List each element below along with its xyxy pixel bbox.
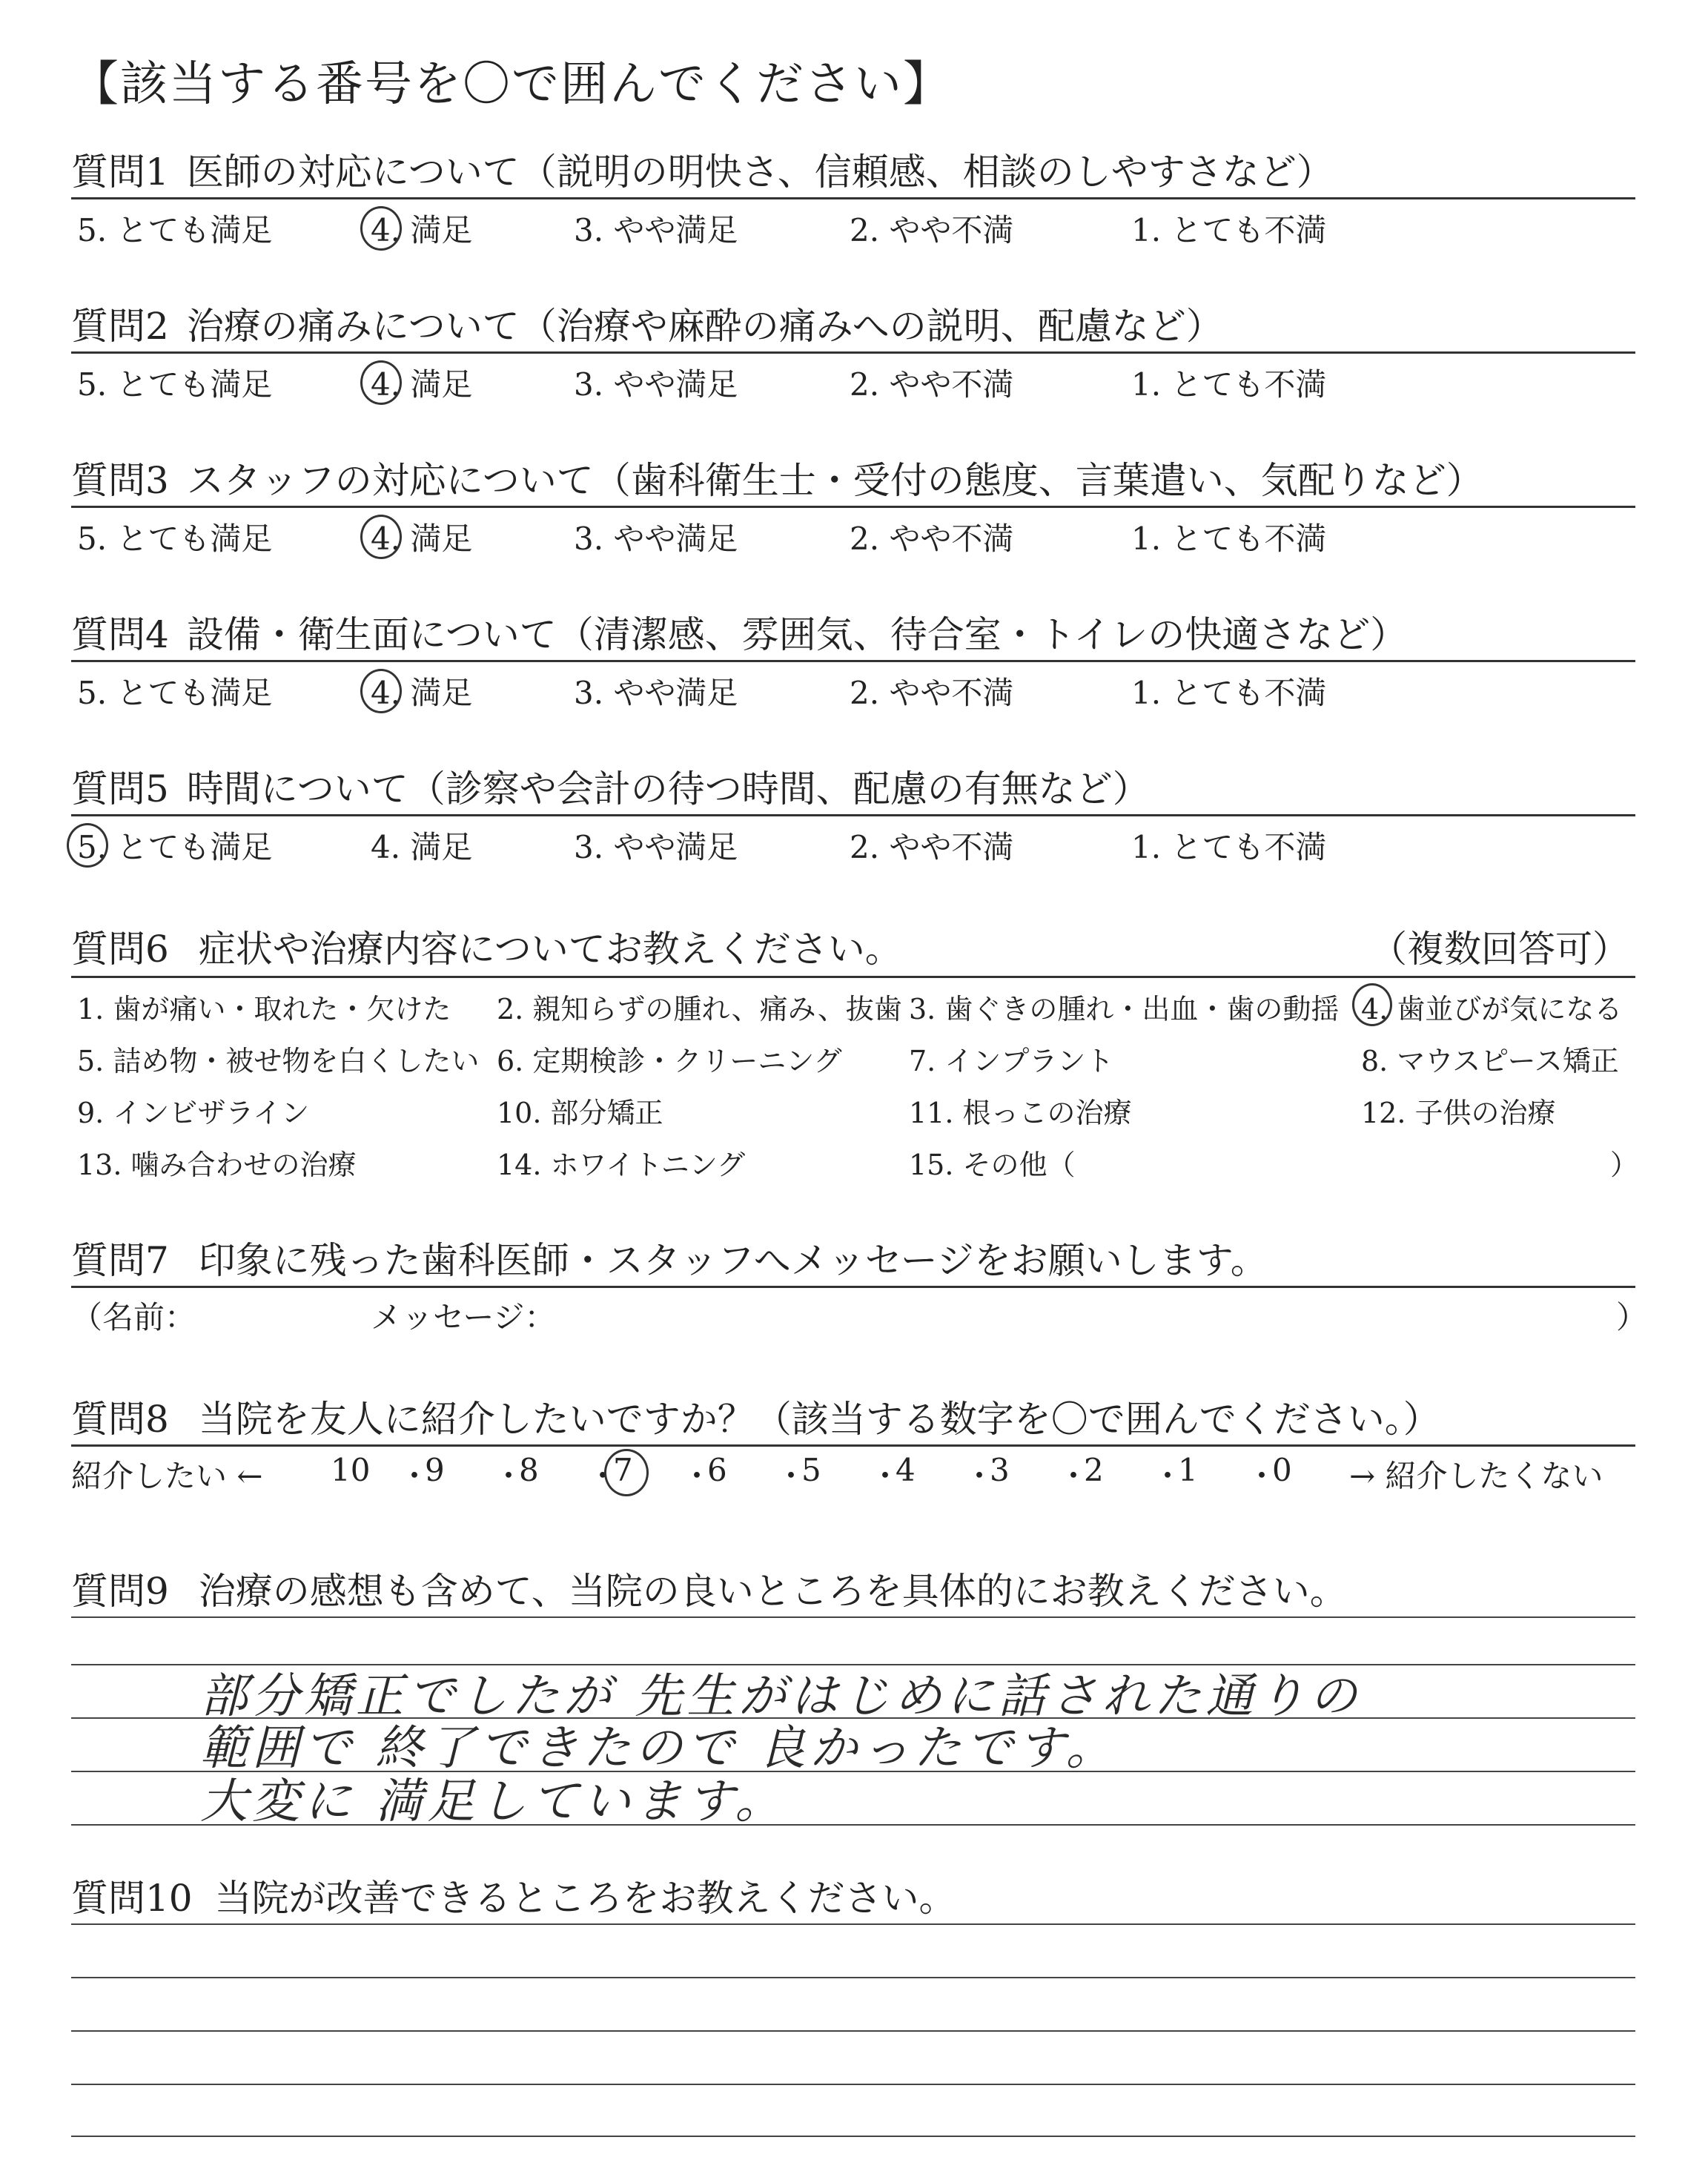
question-text: スタッフの対応について（歯科衛生士・受付の態度、言葉遣い、気配りなど） (186, 459, 1483, 502)
rating-option[interactable]: 5. とても満足 (77, 675, 273, 711)
q9-text: 治療の感想も含めて、当院の良いところを具体的にお教えください。 (198, 1570, 1347, 1613)
selected-mark (67, 823, 108, 868)
rating-option[interactable]: 3. やや満足 (574, 829, 738, 865)
rating-option[interactable]: 2. やや不満 (850, 829, 1014, 865)
rating-option[interactable]: 4. 満足 (371, 366, 473, 403)
question-label: 質問1 (71, 151, 169, 194)
rating-option[interactable]: 4. 満足 (371, 675, 473, 711)
q10-line (71, 2030, 1635, 2032)
q6-option[interactable]: 7. インプラント (909, 1045, 1114, 1077)
q6-option[interactable]: 13. 噛み合わせの治療 (77, 1149, 357, 1181)
q8-dot: ・ (775, 1458, 807, 1494)
q7-rule (71, 1286, 1635, 1288)
q10-line (71, 1923, 1635, 1925)
q8-text: 当院を友人に紹介したいですか？（該当する数字を〇で囲んでください。） (198, 1398, 1440, 1441)
question-text: 設備・衛生面について（清潔感、雰囲気、待合室・トイレの快適さなど） (186, 613, 1408, 656)
q10-label: 質問10 (71, 1877, 193, 1920)
rating-option[interactable]: 2. やや不満 (850, 521, 1014, 557)
q8-number[interactable]: 7 (613, 1452, 633, 1488)
question-5-heading (71, 759, 1150, 813)
q8-dot: ・ (493, 1458, 525, 1494)
q6-option[interactable]: 8. マウスピース矯正 (1361, 1045, 1619, 1077)
q7-name-label: （名前： (71, 1299, 196, 1335)
q8-dot: ・ (1152, 1458, 1184, 1494)
rating-option[interactable]: 1. とても不満 (1131, 521, 1327, 557)
question-label: 質問5 (71, 767, 169, 810)
q10-line (71, 2084, 1635, 2085)
rating-option[interactable]: 3. やや満足 (574, 521, 738, 557)
rating-option[interactable]: 3. やや満足 (574, 366, 738, 403)
question-rule (71, 506, 1635, 508)
q8-number[interactable]: 1 (1178, 1452, 1198, 1488)
rating-option[interactable]: 1. とても不満 (1131, 212, 1327, 248)
rating-option[interactable]: 5. とても満足 (77, 521, 273, 557)
q8-heading (71, 1390, 1440, 1443)
q7-heading (71, 1231, 1268, 1284)
q8-dot: ・ (1246, 1458, 1278, 1494)
q6-note: （複数回答可） (1370, 928, 1629, 971)
q6-option[interactable]: 5. 詰め物・被せ物を白くしたい (77, 1045, 480, 1077)
rating-option[interactable]: 2. やや不満 (850, 675, 1014, 711)
q8-dot: ・ (870, 1458, 901, 1494)
q7-label: 質問7 (71, 1239, 169, 1282)
rating-option[interactable]: 5. とても満足 (77, 829, 273, 865)
q9-answer-line-2: 範囲で 終了できたので 良かったです。 (200, 1721, 1118, 1776)
q8-left-label: 紹介したい ← (71, 1458, 263, 1494)
q6-option[interactable]: 2. 親知らずの腫れ、痛み、抜歯 (497, 993, 902, 1025)
q6-option[interactable]: 12. 子供の治療 (1361, 1097, 1556, 1129)
question-label: 質問4 (71, 613, 169, 656)
q6-option[interactable]: 11. 根っこの治療 (909, 1097, 1132, 1129)
q8-dot: ・ (681, 1458, 713, 1494)
q6-option: ） (1610, 1149, 1639, 1181)
selected-mark (360, 360, 402, 405)
q6-option[interactable]: 3. 歯ぐきの腫れ・出血・歯の動揺 (909, 993, 1340, 1025)
question-3-heading (71, 451, 1483, 504)
question-text: 医師の対応について（説明の明快さ、信頼感、相談のしやすさなど） (186, 151, 1334, 194)
question-rule (71, 660, 1635, 662)
q6-label: 質問6 (71, 928, 169, 971)
q10-line (71, 1977, 1635, 1978)
q10-heading (71, 1869, 956, 1922)
rating-option[interactable]: 3. やや満足 (574, 675, 738, 711)
question-rule (71, 197, 1635, 199)
q7-message-label: メッセージ： (371, 1299, 556, 1335)
q8-label: 質問8 (71, 1398, 169, 1441)
q8-right-label: → 紹介したくない (1349, 1458, 1603, 1494)
q9-line (71, 1616, 1635, 1618)
rating-option[interactable]: 5. とても満足 (77, 366, 273, 403)
q6-rule (71, 976, 1635, 978)
page-title: 【該当する番号を〇で囲んでください】 (71, 57, 952, 112)
q6-option[interactable]: 4. 歯並びが気になる (1361, 993, 1623, 1025)
selected-mark (360, 669, 402, 713)
q8-number[interactable]: 6 (707, 1452, 727, 1488)
selected-mark (604, 1449, 649, 1496)
rating-option[interactable]: 1. とても不満 (1131, 829, 1327, 865)
selected-mark (360, 206, 402, 251)
q6-text: 症状や治療内容についてお教えください。 (198, 928, 902, 971)
question-text: 時間について（診察や会計の待つ時間、配慮の有無など） (186, 767, 1150, 810)
q8-rule (71, 1444, 1635, 1447)
question-2-heading (71, 297, 1223, 350)
q8-number[interactable]: 3 (990, 1452, 1010, 1488)
q6-option[interactable]: 1. 歯が痛い・取れた・欠けた (77, 993, 451, 1025)
q8-dot: ・ (587, 1458, 619, 1494)
rating-option[interactable]: 1. とても不満 (1131, 366, 1327, 403)
q10-line (71, 2136, 1635, 2137)
q6-option[interactable]: 6. 定期検診・クリーニング (497, 1045, 842, 1077)
rating-option[interactable]: 5. とても満足 (77, 212, 273, 248)
q8-number[interactable]: 10 (331, 1452, 371, 1488)
q6-option[interactable]: 10. 部分矯正 (497, 1097, 663, 1129)
q8-number[interactable]: 9 (425, 1452, 445, 1488)
q8-number[interactable]: 0 (1272, 1452, 1292, 1488)
q6-heading (71, 919, 902, 973)
q8-number[interactable]: 8 (519, 1452, 539, 1488)
q9-label: 質問9 (71, 1570, 169, 1613)
q8-number[interactable]: 4 (896, 1452, 916, 1488)
question-label: 質問2 (71, 305, 169, 348)
q9-heading (71, 1562, 1347, 1615)
q8-number[interactable]: 2 (1084, 1452, 1104, 1488)
rating-option[interactable]: 4. 満足 (371, 212, 473, 248)
question-rule (71, 351, 1635, 354)
question-label: 質問3 (71, 459, 169, 502)
q8-dot: ・ (399, 1458, 431, 1494)
rating-option[interactable]: 4. 満足 (371, 521, 473, 557)
rating-option[interactable]: 2. やや不満 (850, 212, 1014, 248)
selected-mark (1352, 983, 1392, 1026)
q6-option[interactable]: 9. インビザライン (77, 1097, 310, 1129)
rating-option[interactable]: 4. 満足 (371, 829, 473, 865)
question-4-heading (71, 605, 1407, 658)
q7-close: ） (1616, 1299, 1648, 1335)
q9-answer-line-3: 大変に 満足しています。 (200, 1774, 787, 1829)
q8-dot: ・ (1058, 1458, 1090, 1494)
q8-number[interactable]: 5 (801, 1452, 821, 1488)
rating-option[interactable]: 3. やや満足 (574, 212, 738, 248)
q10-text: 当院が改善できるところをお教えください。 (214, 1877, 956, 1920)
q7-text: 印象に残った歯科医師・スタッフへメッセージをお願いします。 (198, 1239, 1268, 1282)
selected-mark (360, 515, 402, 559)
q6-option[interactable]: 14. ホワイトニング (497, 1149, 746, 1181)
question-text: 治療の痛みについて（治療や麻酔の痛みへの説明、配慮など） (186, 305, 1223, 348)
question-1-heading (71, 142, 1334, 196)
q6-option[interactable]: 15. その他（ (909, 1149, 1076, 1181)
q9-answer-line-1: 部分矯正でしたが 先生がはじめに話された通りの (200, 1669, 1362, 1724)
rating-option[interactable]: 1. とても不満 (1131, 675, 1327, 711)
rating-option[interactable]: 2. やや不満 (850, 366, 1014, 403)
question-rule (71, 814, 1635, 816)
q8-dot: ・ (964, 1458, 996, 1494)
